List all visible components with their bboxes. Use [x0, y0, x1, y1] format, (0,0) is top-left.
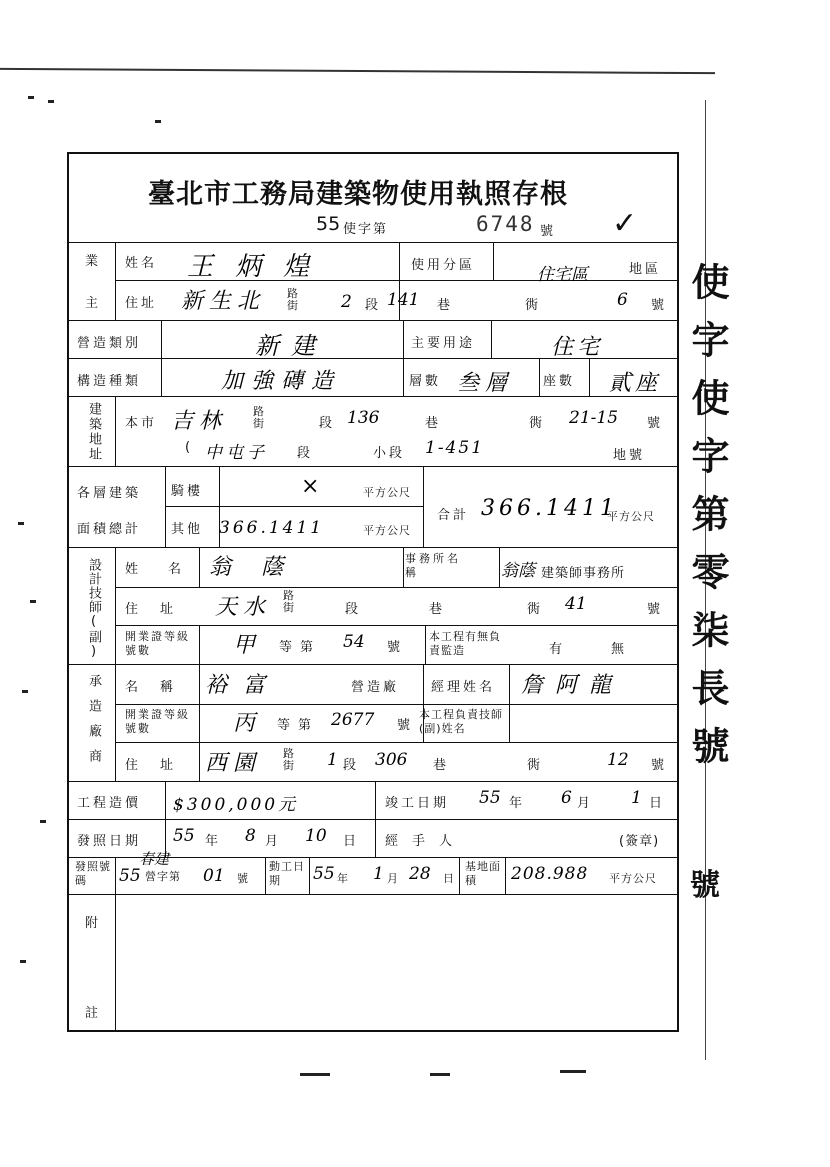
other-unit: 平方公尺	[363, 524, 411, 537]
total-unit: 平方公尺	[607, 510, 655, 523]
owner-road-label: 路街	[287, 287, 299, 312]
permit-ref-type-hw: 春建	[139, 850, 170, 868]
site-street-label: 衖	[529, 416, 546, 431]
issue-month: 8	[245, 826, 256, 846]
remarks-label-1: 附	[85, 916, 102, 931]
scan-speck	[430, 1073, 450, 1076]
site-number: 21-15	[569, 408, 619, 428]
permit-ref-year: 55	[119, 866, 141, 886]
base-area-label: 基地面積	[465, 860, 501, 887]
buildings-value: 貳座	[609, 371, 662, 396]
supervise-no: 無	[611, 642, 628, 657]
floors-label: 層數	[409, 374, 442, 389]
margin-char: 號	[690, 868, 720, 903]
contractor-name-suffix: 營造廠	[351, 680, 400, 695]
scan-speck	[48, 100, 54, 103]
designer-license-no: 54	[343, 632, 365, 652]
permit-form	[67, 152, 679, 1032]
permit-ref-label: 發照號碼	[75, 860, 111, 887]
owner-section: 2	[341, 292, 352, 312]
top-scan-line	[0, 68, 715, 74]
supervise-yes: 有	[549, 642, 566, 657]
contractor-address-road: 西園	[205, 751, 262, 776]
contractor-license-no: 2677	[331, 710, 375, 730]
construction-type-label: 營造類別	[77, 336, 142, 351]
contractor-section-label: 段	[343, 758, 360, 773]
structure-label: 構造種類	[77, 374, 142, 389]
site-district-section-label: 段	[297, 446, 314, 461]
start-month-label: 月	[387, 872, 399, 885]
completion-month-label: 月	[577, 796, 594, 811]
owner-side-label-1: 業	[85, 254, 102, 269]
site-lane: 136	[347, 408, 380, 428]
permit-number: 6748	[476, 212, 535, 236]
main-use-value: 住宅	[551, 335, 604, 360]
site-city-label: 本市	[125, 416, 158, 431]
area-label-2: 面積總計	[77, 522, 142, 537]
main-use-label: 主要用途	[411, 336, 476, 351]
handler-label: 經手人	[385, 834, 467, 849]
site-district: 中屯子	[205, 443, 268, 463]
contractor-license-grade: 丙	[233, 711, 256, 736]
manager-value: 詹阿龍	[521, 673, 624, 698]
designer-number: 41	[565, 594, 587, 614]
site-lane-label: 巷	[425, 416, 442, 431]
contractor-license-label: 開業證等級號數	[125, 708, 190, 735]
start-day-label: 日	[443, 872, 455, 885]
remarks-label-2: 註	[85, 1006, 102, 1021]
owner-address-road: 新生北	[181, 289, 266, 314]
other-label: 其他	[171, 522, 204, 537]
owner-side-label-2: 主	[85, 296, 102, 311]
margin-stamp-text: 使字使字第零柒長號	[685, 262, 730, 784]
cost-label: 工程造價	[77, 796, 142, 811]
designer-license-mid: 等第	[279, 640, 322, 655]
structure-value: 加強磚造	[221, 369, 342, 394]
issue-day: 10	[305, 826, 327, 846]
form-title: 臺北市工務局建築物使用執照存根	[148, 179, 568, 210]
designer-address-road: 天水	[215, 595, 272, 620]
start-year: 55	[313, 864, 335, 884]
base-area-unit: 平方公尺	[609, 872, 657, 885]
contractor-license-mid: 等第	[277, 718, 320, 733]
issue-month-label: 月	[265, 834, 282, 849]
site-subsection-label: 小段	[373, 446, 406, 461]
issue-year: 55	[173, 826, 195, 846]
owner-address-label: 住址	[125, 296, 158, 311]
scan-speck	[155, 120, 161, 123]
designer-road-label: 路街	[283, 589, 295, 614]
use-zone-suffix: 地區	[629, 262, 662, 277]
site-land-no: 1-451	[425, 438, 485, 458]
site-paren-open: (	[185, 440, 194, 455]
arcade-value: ×	[301, 474, 320, 499]
designer-license-suffix: 號	[387, 640, 404, 655]
site-side-label: 建築地址	[86, 402, 101, 462]
completion-year-label: 年	[509, 796, 526, 811]
supervise-label: 本工程有無負責監造	[429, 630, 501, 657]
owner-section-label: 段	[365, 298, 382, 313]
start-label: 動工日期	[269, 860, 305, 887]
manager-label: 經理姓名	[431, 680, 496, 695]
issue-label: 發照日期	[77, 834, 142, 849]
owner-number-label: 號	[651, 298, 668, 313]
designer-side-label: 設計技師(副)	[86, 558, 101, 660]
permit-prefix: 55	[316, 213, 341, 235]
arcade-label: 騎樓	[171, 484, 204, 499]
base-area-value: 208.988	[511, 864, 589, 884]
use-zone-label: 使用分區	[411, 258, 476, 273]
scan-speck	[40, 820, 46, 823]
total-value: 366.1411	[481, 496, 618, 521]
designer-license-label: 開業證等級號數	[125, 630, 190, 657]
contractor-number-label: 號	[651, 758, 668, 773]
start-year-label: 年	[337, 872, 349, 885]
issue-year-label: 年	[205, 834, 222, 849]
designer-license-grade: 甲	[233, 633, 256, 658]
other-value: 366.1411	[219, 518, 325, 538]
owner-name-label: 姓名	[125, 256, 158, 271]
scan-speck	[28, 96, 34, 99]
designer-number-label: 號	[647, 602, 664, 617]
owner-number: 6	[617, 290, 628, 310]
tech-label: 本工程負責技師(副)姓名	[419, 708, 503, 735]
contractor-road-label: 路街	[283, 747, 295, 772]
scan-speck	[18, 522, 24, 525]
contractor-license-suffix: 號	[397, 718, 414, 733]
office-value: 翁蔭	[501, 561, 535, 581]
completion-month: 6	[561, 788, 572, 808]
start-day: 28	[409, 864, 431, 884]
scan-speck	[20, 960, 26, 963]
designer-street-label: 衖	[527, 602, 544, 617]
contractor-name-value: 裕富	[205, 673, 282, 698]
site-number-label: 號	[647, 416, 664, 431]
permit-suffix: 號	[540, 224, 554, 239]
scan-speck	[300, 1073, 330, 1076]
scan-speck	[22, 690, 28, 693]
contractor-number: 12	[607, 750, 629, 770]
contractor-lane: 306	[375, 750, 408, 770]
designer-address-label: 住址	[125, 602, 196, 617]
sign-label: (簽章)	[619, 834, 660, 849]
area-label-1: 各層建築	[77, 486, 142, 501]
office-suffix: 建築師事務所	[541, 566, 626, 581]
permit-ref-number: 01	[203, 866, 225, 886]
buildings-label: 座數	[543, 374, 576, 389]
site-road-label: 路街	[253, 405, 265, 430]
issue-day-label: 日	[343, 834, 360, 849]
office-label: 事務所名稱	[405, 552, 461, 579]
contractor-address-label: 住址	[125, 758, 196, 773]
site-road: 吉林	[171, 409, 228, 434]
designer-section-label: 段	[345, 602, 362, 617]
floors-value: 叁層	[457, 371, 514, 396]
contractor-street-label: 衖	[527, 758, 544, 773]
permit-type-label: 使字第	[343, 222, 389, 237]
use-zone-value: 住宅區	[537, 265, 588, 285]
contractor-section: 1	[327, 750, 338, 770]
construction-type-value: 新建	[255, 332, 327, 360]
cost-value: $300,000元	[173, 795, 299, 815]
site-land-no-label: 地號	[613, 448, 646, 463]
designer-lane-label: 巷	[429, 602, 446, 617]
owner-lane-label: 巷	[437, 298, 454, 313]
total-label: 合計	[437, 508, 470, 523]
designer-name-label: 姓名	[125, 562, 212, 577]
permit-ref-type-label: 營字第	[145, 870, 181, 883]
completion-day-label: 日	[649, 796, 666, 811]
start-month: 1	[373, 864, 384, 884]
designer-name-value: 翁蔭	[209, 555, 314, 580]
scan-speck	[560, 1070, 586, 1073]
scan-speck	[30, 600, 36, 603]
completion-year: 55	[479, 788, 501, 808]
permit-ref-number-label: 號	[237, 872, 249, 885]
contractor-side-label: 承造廠商	[86, 674, 101, 774]
owner-name-value: 王炳煌	[187, 252, 332, 282]
owner-lane: 141	[387, 290, 420, 310]
owner-street-label: 衖	[525, 298, 542, 313]
check-mark: ✓	[612, 206, 638, 241]
contractor-lane-label: 巷	[433, 758, 450, 773]
site-section-label: 段	[319, 416, 336, 431]
contractor-name-label: 名稱	[125, 680, 196, 695]
completion-label: 竣工日期	[385, 796, 450, 811]
arcade-unit: 平方公尺	[363, 486, 411, 499]
completion-day: 1	[631, 788, 642, 808]
